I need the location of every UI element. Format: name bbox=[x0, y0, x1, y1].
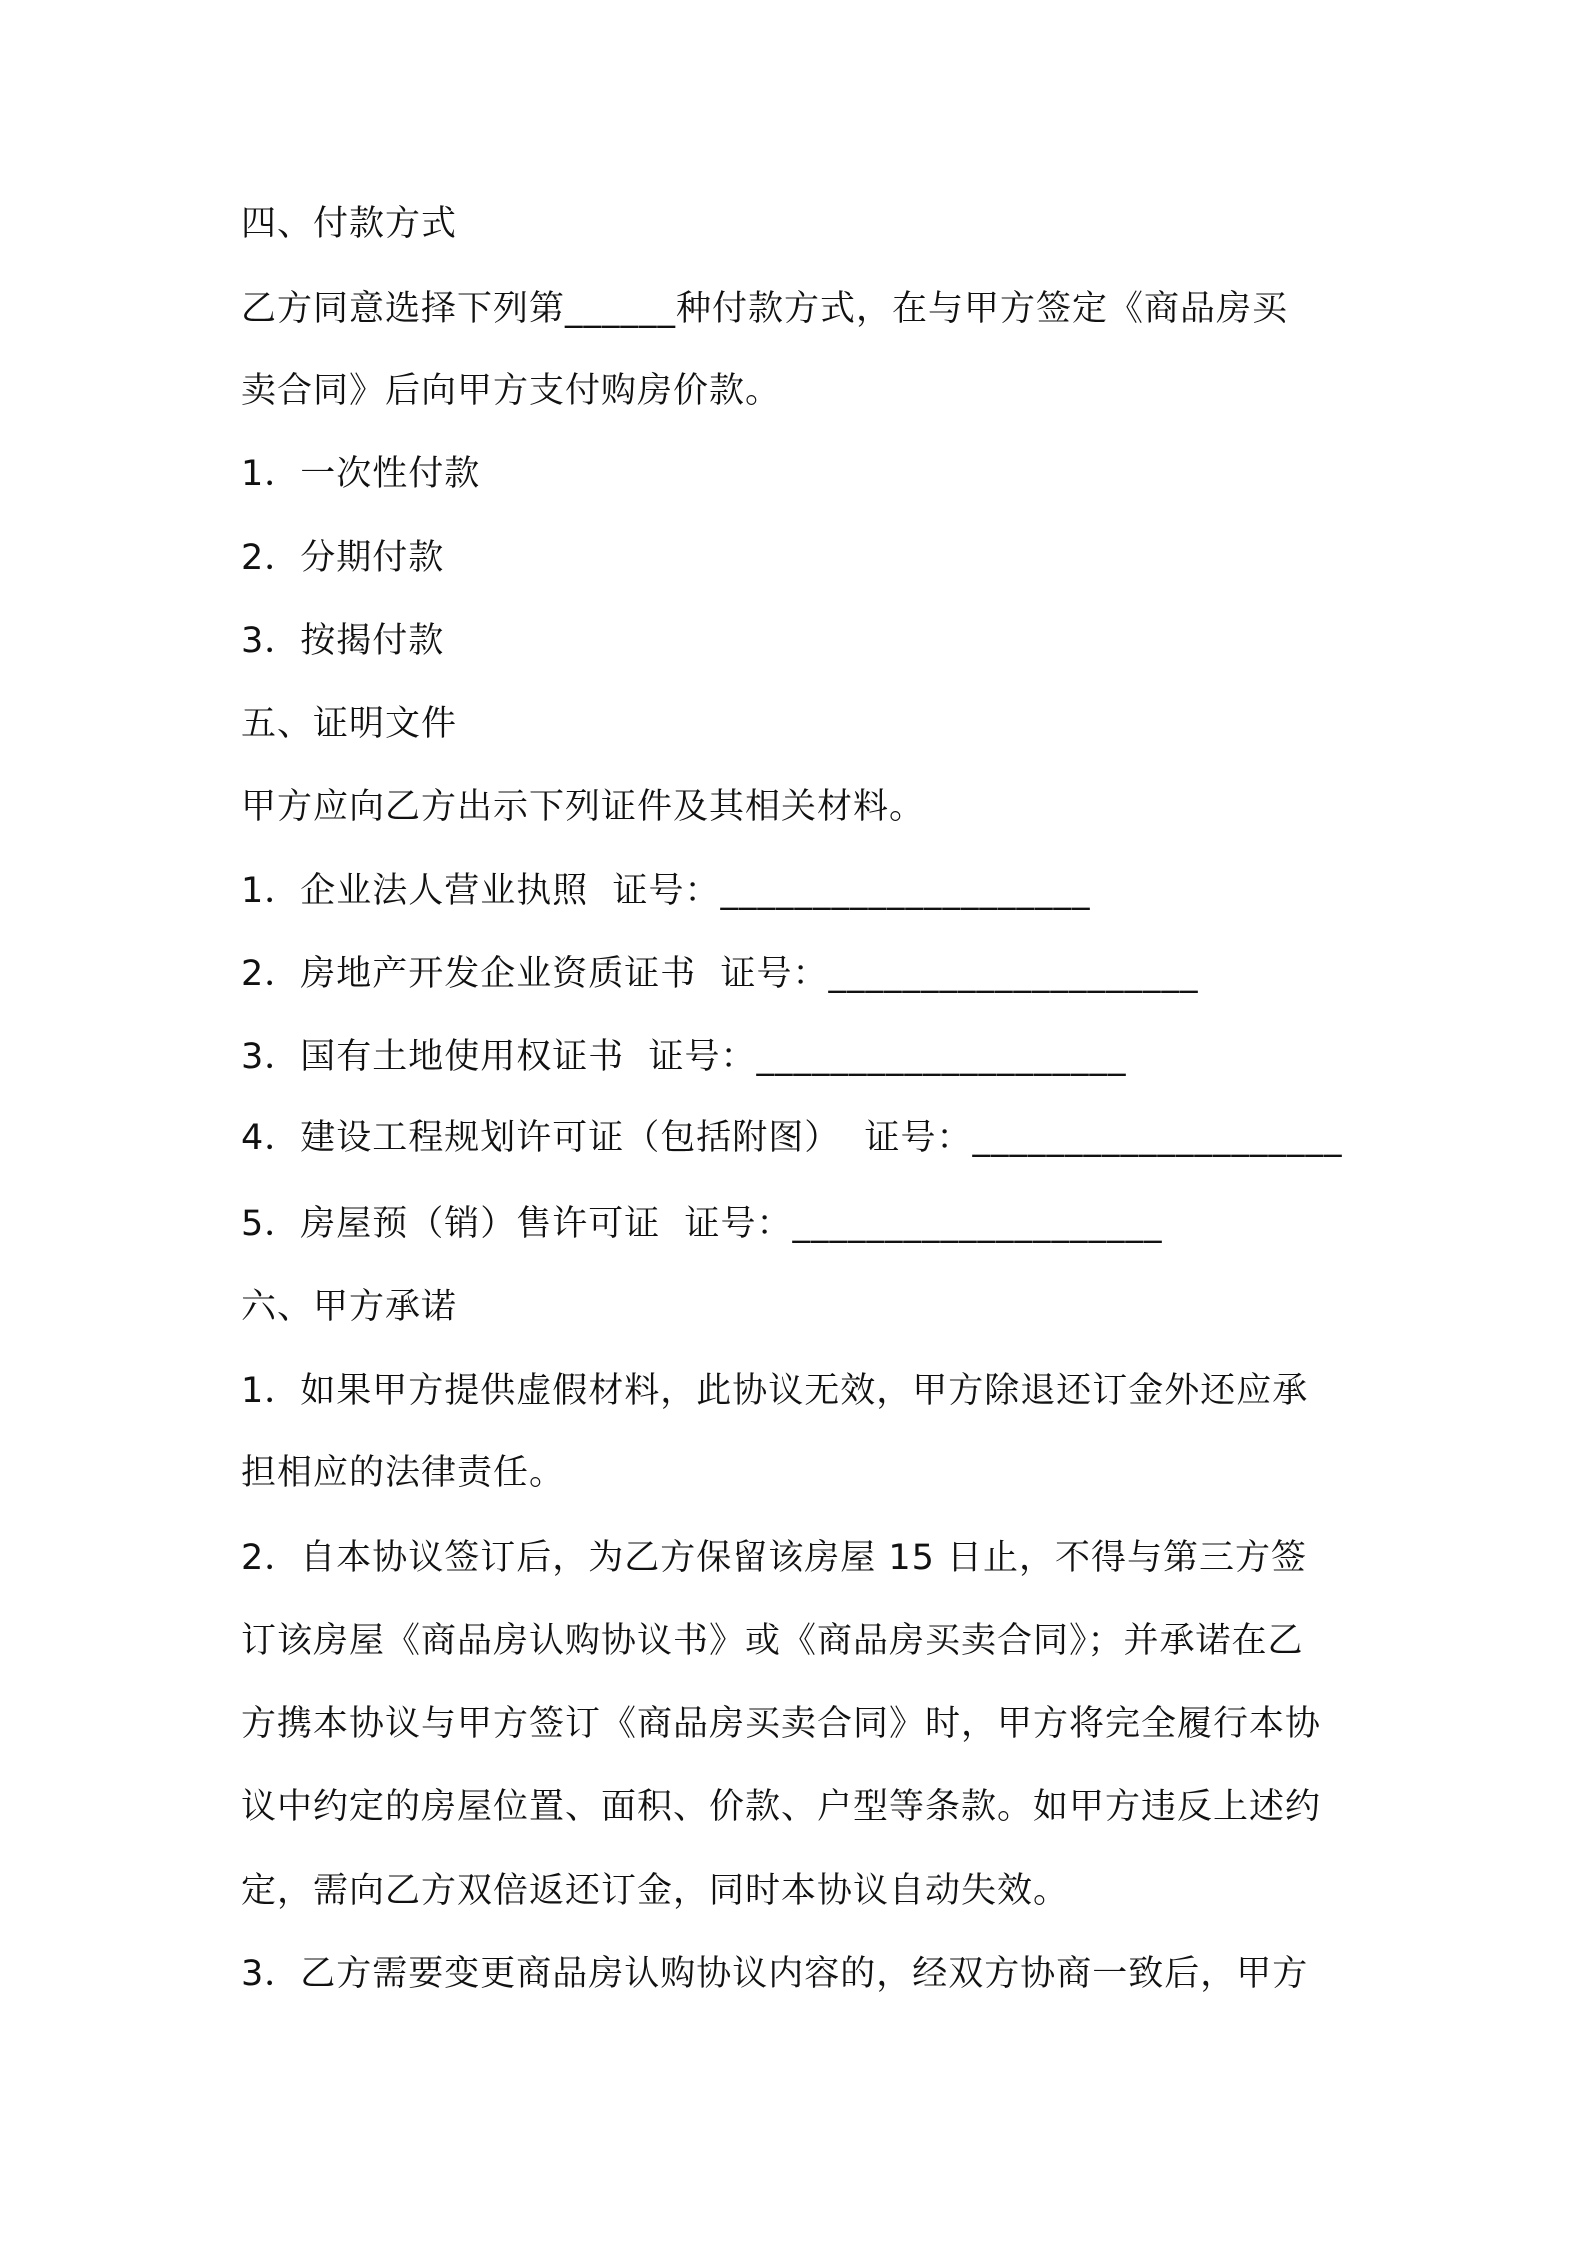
payment-option-3: 3．按揭付款 bbox=[241, 621, 445, 661]
section-4-heading: 四、付款方式 bbox=[241, 204, 458, 244]
section-4-paragraph-line-2: 卖合同》后向甲方支付购房价款。 bbox=[241, 371, 782, 411]
promise-2-line-4: 议中约定的房屋位置、面积、价款、户型等条款。如甲方违反上述约 bbox=[241, 1787, 1322, 1827]
certificate-item-3: 3．国有土地使用权证书 证号：____________________ bbox=[241, 1037, 1127, 1077]
section-5-heading: 五、证明文件 bbox=[241, 704, 458, 744]
promise-2-line-3: 方携本协议与甲方签订《商品房买卖合同》时，甲方将完全履行本协 bbox=[241, 1704, 1322, 1744]
section-5-intro: 甲方应向乙方出示下列证件及其相关材料。 bbox=[241, 787, 926, 827]
certificate-item-2: 2．房地产开发企业资质证书 证号：____________________ bbox=[241, 954, 1199, 994]
section-4-paragraph-line-1: 乙方同意选择下列第______种付款方式，在与甲方签定《商品房买 bbox=[241, 289, 1289, 329]
certificate-item-5: 5．房屋预（销）售许可证 证号：____________________ bbox=[241, 1204, 1163, 1244]
promise-2-line-5: 定，需向乙方双倍返还订金，同时本协议自动失效。 bbox=[241, 1871, 1070, 1911]
certificate-item-1: 1．企业法人营业执照 证号：____________________ bbox=[241, 871, 1091, 911]
promise-2-line-2: 订该房屋《商品房认购协议书》或《商品房买卖合同》；并承诺在乙 bbox=[241, 1621, 1304, 1661]
payment-option-2: 2．分期付款 bbox=[241, 538, 445, 578]
payment-option-1: 1．一次性付款 bbox=[241, 454, 481, 494]
promise-1-line-1: 1．如果甲方提供虚假材料，此协议无效，甲方除退还订金外还应承 bbox=[241, 1371, 1309, 1411]
certificate-item-4: 4．建设工程规划许可证（包括附图） 证号：____________________ bbox=[241, 1118, 1343, 1158]
promise-3-line-1: 3．乙方需要变更商品房认购协议内容的，经双方协商一致后，甲方 bbox=[241, 1954, 1309, 1994]
promise-2-line-1: 2．自本协议签订后，为乙方保留该房屋 15 日止，不得与第三方签 bbox=[241, 1538, 1308, 1578]
promise-1-line-2: 担相应的法律责任。 bbox=[241, 1453, 566, 1493]
section-6-heading: 六、甲方承诺 bbox=[241, 1287, 458, 1327]
